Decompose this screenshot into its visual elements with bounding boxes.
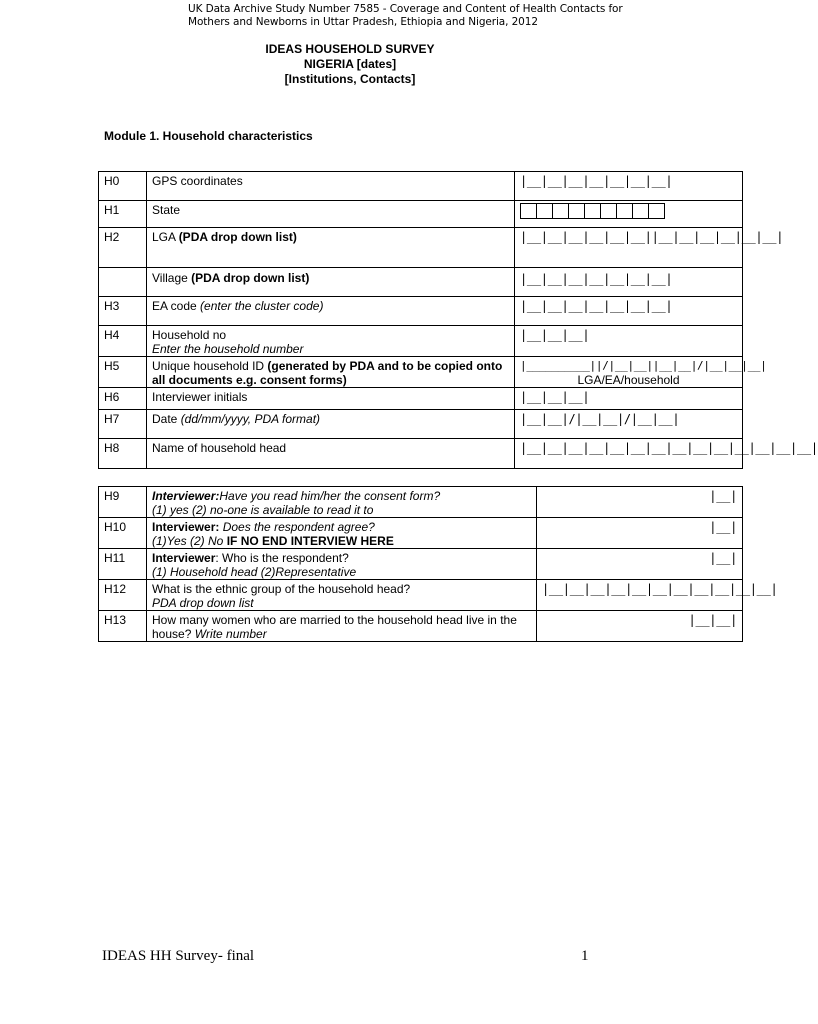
question-label — [147, 487, 537, 518]
label-bold: (PDA drop down list) — [178, 230, 297, 244]
label-italic: (enter the cluster code) — [200, 299, 324, 313]
label-sub: (1)Yes (2) No — [152, 534, 227, 548]
answer-field[interactable]: |__|__| — [537, 611, 743, 642]
page-number: 1 — [581, 948, 589, 964]
question-label — [147, 297, 515, 326]
question-code: H7 — [99, 410, 147, 439]
label-text: Village — [152, 271, 192, 285]
answer-field[interactable]: |__|__|__|__|__|__|__| — [515, 297, 743, 326]
answer-field[interactable]: |__|__|__|__|__|__|__| — [515, 268, 743, 297]
label-text: Household no — [152, 328, 227, 342]
row-h6 — [99, 388, 743, 410]
row-h9 — [99, 487, 743, 518]
label-text: Unique household ID — [152, 359, 268, 373]
label-bold: Interviewer: — [152, 489, 220, 503]
question-label: Interviewer initials — [147, 388, 515, 410]
row-h3 — [99, 297, 743, 326]
question-label — [147, 228, 515, 268]
label-text: What is the ethnic group of the household head? — [152, 582, 411, 596]
label-text: LGA — [152, 230, 179, 244]
row-h13 — [99, 611, 743, 642]
unique-id-caption: LGA/EA/household — [577, 373, 680, 387]
row-h11 — [99, 549, 743, 580]
question-label: GPS coordinates — [147, 172, 515, 201]
answer-field[interactable]: |__|__|__| — [515, 388, 743, 410]
row-h1 — [99, 201, 743, 228]
question-code: H3 — [99, 297, 147, 326]
row-h5 — [99, 357, 743, 388]
question-code: H12 — [99, 580, 147, 611]
module-title: Module 1. Household characteristics — [104, 129, 313, 143]
survey-title-line3: [Institutions, Contacts] — [284, 72, 416, 86]
answer-field[interactable]: |__|__|__|__|__|__|__| — [515, 172, 743, 201]
label-italic: (dd/mm/yyyy, PDA format) — [180, 412, 321, 426]
row-h0 — [99, 172, 743, 201]
question-code: H8 — [99, 439, 147, 469]
label-text: EA code — [152, 299, 201, 313]
answer-field[interactable] — [515, 357, 767, 388]
row-h12 — [99, 580, 743, 611]
question-code: H4 — [99, 326, 147, 357]
question-label: State — [147, 201, 515, 228]
question-code: H9 — [99, 487, 147, 518]
answer-field[interactable]: |__| — [537, 487, 743, 518]
question-label — [147, 518, 537, 549]
survey-title — [0, 42, 700, 87]
footer-title: IDEAS HH Survey- final — [102, 948, 255, 964]
question-label — [147, 549, 537, 580]
question-code: H1 — [99, 201, 147, 228]
label-text: Date — [152, 412, 181, 426]
label-instruction: IF NO END INTERVIEW HERE — [226, 534, 394, 548]
survey-title-line1: IDEAS HOUSEHOLD SURVEY — [265, 42, 435, 56]
label-italic: Does the respondent agree? — [222, 520, 375, 534]
question-code: H13 — [99, 611, 147, 642]
label-sub: (1) Household head (2)Representative — [152, 565, 357, 579]
answer-field[interactable]: |__|__|/|__|__|/|__|__| — [515, 410, 743, 439]
label-bold: (PDA drop down list) — [191, 271, 310, 285]
question-label — [147, 357, 515, 388]
label-sub: Enter the household number — [152, 342, 304, 356]
answer-field[interactable]: |__|__|__|__|__|__|__|__|__|__|__|__|__|__| — [515, 439, 743, 469]
survey-title-line2: NIGERIA [dates] — [303, 57, 397, 71]
label-text: : Who is the respondent? — [215, 551, 349, 565]
row-village — [99, 268, 743, 297]
label-sub: Write number — [194, 627, 267, 641]
question-code — [99, 268, 147, 297]
archive-note-line1: UK Data Archive Study Number 7585 - Coverage and Content of Health Contacts for — [188, 3, 623, 15]
question-code: H10 — [99, 518, 147, 549]
answer-field[interactable] — [515, 201, 743, 228]
label-italic: Have you read him/her the consent form? — [219, 489, 441, 503]
state-boxes[interactable] — [520, 203, 737, 219]
question-code: H6 — [99, 388, 147, 410]
label-text: How many women who are married to the household head live in the house? — [152, 613, 517, 641]
row-h8 — [99, 439, 743, 469]
label-sub: PDA drop down list — [152, 596, 254, 610]
label-sub: (1) yes (2) no-one is available to read it to — [152, 503, 374, 517]
question-code: H5 — [99, 357, 147, 388]
answer-field[interactable]: |__| — [537, 518, 743, 549]
row-h4 — [99, 326, 743, 357]
row-h7 — [99, 410, 743, 439]
answer-field[interactable]: |__| — [537, 549, 743, 580]
question-label: Name of household head — [147, 439, 515, 469]
answer-field[interactable]: |__|__|__| — [515, 326, 743, 357]
consent-table — [98, 486, 778, 642]
question-label — [147, 410, 515, 439]
label-bold: Interviewer — [152, 551, 216, 565]
answer-field[interactable]: |__|__|__|__|__|__||__|__|__|__|__|__| — [515, 228, 743, 268]
label-bold: (generated by PDA and to be copied onto all documents e.g. consent forms) — [152, 359, 503, 387]
question-code: H2 — [99, 228, 147, 268]
answer-field[interactable]: |__|__|__|__|__|__|__|__|__|__|__| — [537, 580, 743, 611]
question-label — [147, 326, 515, 357]
archive-note — [188, 3, 623, 29]
question-label — [147, 611, 537, 642]
question-code: H0 — [99, 172, 147, 201]
label-bold: Interviewer: — [152, 520, 223, 534]
question-code: H11 — [99, 549, 147, 580]
row-h2 — [99, 228, 743, 268]
household-characteristics-table — [98, 171, 818, 469]
unique-id-field[interactable]: |__________||/|__|__||__|__|/|__|__|__| — [520, 359, 767, 372]
question-label — [147, 268, 515, 297]
question-label — [147, 580, 537, 611]
row-h10 — [99, 518, 743, 549]
archive-note-line2: Mothers and Newborns in Uttar Pradesh, Ethiopia and Nigeria, 2012 — [188, 16, 538, 28]
